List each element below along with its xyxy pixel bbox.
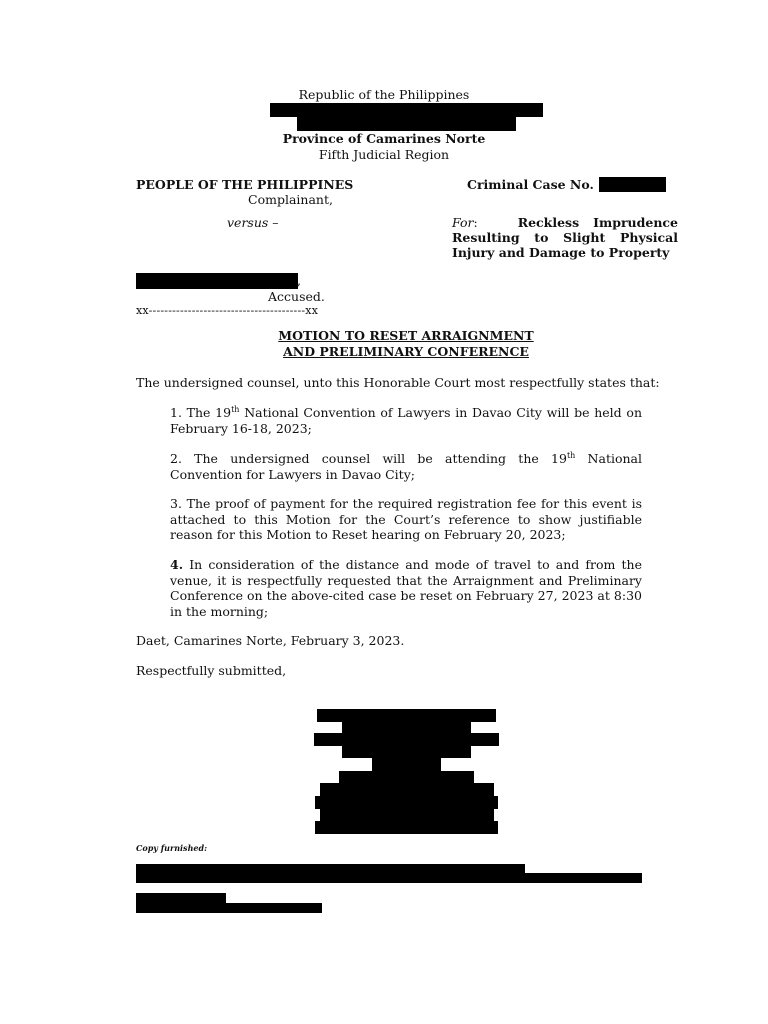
case-number-label: Criminal Case No.	[467, 177, 594, 192]
redacted-recipient-2	[136, 893, 226, 903]
intro-paragraph: The undersigned counsel, unto this Honorable Court most respectfully states that:	[136, 375, 660, 390]
p1-text-b: National Convention of Lawyers in Davao City will be held on February 16-18, 2023;	[170, 405, 642, 436]
plaintiff-name: PEOPLE OF THE PHILIPPINES	[136, 177, 354, 192]
motion-title-line-1: MOTION TO RESET ARRAIGNMENT	[278, 328, 534, 343]
redacted-recipient-2-address	[136, 903, 322, 913]
offense-line-1-text: Reckless Imprudence	[517, 215, 678, 230]
for-label: For	[452, 215, 474, 230]
accused-role: Accused.	[268, 289, 325, 304]
region-heading: Fifth Judicial Region	[318, 147, 450, 162]
versus-label: versus –	[227, 215, 279, 230]
paragraph-1	[170, 405, 642, 436]
redacted-signatory-contact	[320, 809, 494, 821]
p4-text: In consideration of the distance and mode of travel to and from the venue, it is respectfully requested that the Arraignment and Preliminary Conference on the above-cited case be reset on February 27, 2023 at 8:30 in the morning;	[170, 557, 642, 619]
copy-furnished-label: Copy furnished:	[136, 843, 208, 853]
p2-sup: th	[566, 450, 576, 460]
paragraph-4	[170, 557, 642, 619]
redacted-signatory-ptr	[339, 771, 474, 783]
redacted-signatory-email	[315, 821, 498, 834]
redacted-signatory-title	[342, 722, 471, 733]
republic-heading: Republic of the Philippines	[298, 87, 470, 102]
redacted-signatory-address	[342, 746, 471, 758]
paragraph-3: 3. The proof of payment for the required registration fee for this event is attached to this Motion for the Court’s reference to show justifiable reason for this Motion to Reset hearing on February 20, 2023;	[170, 496, 642, 542]
for-colon: :	[473, 215, 478, 230]
paragraph-2	[170, 451, 642, 482]
redacted-signatory-ibp	[320, 783, 494, 796]
redacted-signatory-name	[317, 709, 496, 722]
redacted-signatory-roll	[372, 758, 441, 771]
redacted-recipient-1-address	[136, 873, 642, 883]
motion-title-line-2: AND PRELIMINARY CONFERENCE	[283, 344, 529, 359]
redacted-court-branch	[297, 117, 516, 131]
p4-number: 4.	[170, 557, 184, 572]
offense-description	[452, 215, 678, 260]
place-and-date: Daet, Camarines Norte, February 3, 2023.	[136, 633, 405, 648]
p1-text-a: 1. The 19	[170, 405, 232, 420]
plaintiff-role: Complainant,	[248, 192, 333, 207]
accused-comma: ,	[297, 273, 301, 288]
redacted-case-number	[599, 177, 666, 192]
redacted-signatory-firm	[314, 733, 499, 746]
province-heading: Province of Camarines Norte	[282, 131, 486, 146]
p2-text-a: 2. The undersigned counsel will be attending the 19	[170, 451, 567, 466]
offense-line-2: Resulting to Slight Physical	[452, 230, 678, 245]
closing-line: Respectfully submitted,	[136, 663, 287, 678]
p2-text-b: National Convention for Lawyers in Davao City;	[170, 451, 642, 482]
caption-separator: xx----------------------------------------xx	[136, 304, 319, 317]
offense-line-1	[452, 215, 678, 230]
p1-sup: th	[231, 404, 240, 414]
redacted-signatory-mcle	[315, 796, 498, 809]
redacted-accused-name	[136, 273, 298, 289]
offense-line-3: Injury and Damage to Property	[452, 245, 670, 260]
redacted-court-name	[270, 103, 543, 117]
